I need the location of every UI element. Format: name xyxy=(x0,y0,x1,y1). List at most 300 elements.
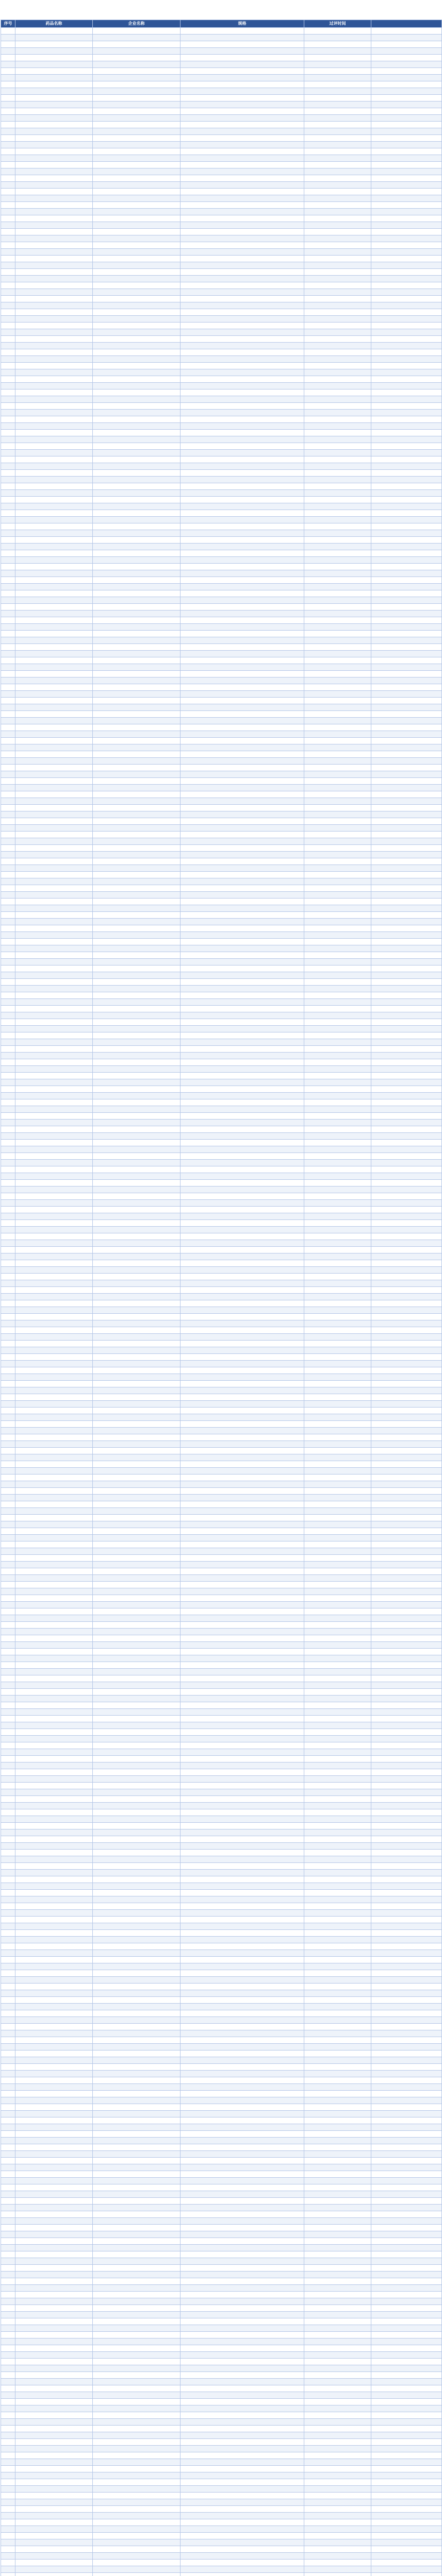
table-cell xyxy=(181,2533,304,2539)
table-cell xyxy=(1,1535,15,1541)
table-cell xyxy=(1,510,15,517)
table-row xyxy=(1,142,442,148)
table-cell xyxy=(181,2419,304,2426)
table-cell xyxy=(15,2064,93,2071)
table-cell xyxy=(304,1843,371,1850)
table-cell xyxy=(304,309,371,316)
table-cell xyxy=(93,832,181,838)
table-row xyxy=(1,2312,442,2318)
table-row xyxy=(1,1073,442,1079)
table-cell xyxy=(181,2198,304,2205)
table-cell xyxy=(181,2171,304,2178)
table-cell xyxy=(1,731,15,738)
table-cell xyxy=(93,1535,181,1541)
table-cell xyxy=(304,1608,371,1615)
table-cell xyxy=(93,1454,181,1461)
table-cell xyxy=(93,1669,181,1675)
table-row xyxy=(1,235,442,242)
table-row xyxy=(1,1106,442,1113)
table-cell xyxy=(15,1876,93,1883)
table-cell xyxy=(1,905,15,912)
table-cell xyxy=(371,1240,442,1247)
table-cell xyxy=(1,195,15,202)
table-row xyxy=(1,1508,442,1515)
table-row xyxy=(1,376,442,383)
table-cell xyxy=(304,2030,371,2037)
table-row xyxy=(1,416,442,423)
table-cell xyxy=(15,470,93,477)
table-cell xyxy=(93,1575,181,1582)
table-cell xyxy=(15,2091,93,2097)
table-cell xyxy=(93,1274,181,1280)
table-cell xyxy=(1,215,15,222)
table-cell xyxy=(93,108,181,115)
table-cell xyxy=(371,604,442,611)
table-cell xyxy=(371,905,442,912)
table-row xyxy=(1,698,442,704)
table-cell xyxy=(15,1883,93,1890)
table-cell xyxy=(304,1327,371,1334)
table-cell xyxy=(15,2231,93,2238)
table-cell xyxy=(15,999,93,1006)
table-cell xyxy=(371,1850,442,1856)
table-cell xyxy=(15,2084,93,2091)
table-cell xyxy=(1,664,15,671)
table-cell xyxy=(15,336,93,343)
table-cell xyxy=(15,256,93,262)
table-cell xyxy=(304,1166,371,1173)
table-cell xyxy=(371,1019,442,1026)
table-cell xyxy=(15,1361,93,1367)
table-cell xyxy=(15,1253,93,1260)
table-cell xyxy=(304,2466,371,2472)
table-cell xyxy=(15,122,93,128)
table-cell xyxy=(93,2432,181,2439)
table-cell xyxy=(15,798,93,805)
table-cell xyxy=(93,2272,181,2278)
table-cell xyxy=(304,992,371,999)
table-cell xyxy=(15,2486,93,2493)
table-cell xyxy=(304,698,371,704)
table-cell xyxy=(93,1629,181,1635)
table-cell xyxy=(15,1227,93,1233)
table-cell xyxy=(15,1314,93,1320)
table-cell xyxy=(93,945,181,952)
table-cell xyxy=(93,389,181,396)
table-row xyxy=(1,1361,442,1367)
table-cell xyxy=(371,2526,442,2533)
table-row xyxy=(1,1146,442,1153)
table-cell xyxy=(371,28,442,35)
table-cell xyxy=(15,1568,93,1575)
table-cell xyxy=(1,1903,15,1910)
table-cell xyxy=(304,1575,371,1582)
table-cell xyxy=(93,2345,181,2352)
table-cell xyxy=(371,711,442,718)
table-cell xyxy=(304,925,371,932)
table-cell xyxy=(304,771,371,778)
table-cell xyxy=(15,1682,93,1689)
table-row xyxy=(1,1850,442,1856)
table-cell xyxy=(371,1923,442,1930)
table-cell xyxy=(181,1240,304,1247)
table-cell xyxy=(181,2164,304,2171)
table-row xyxy=(1,1588,442,1595)
table-cell xyxy=(181,329,304,336)
table-cell xyxy=(304,2546,371,2553)
table-cell xyxy=(15,456,93,463)
table-cell xyxy=(181,2439,304,2446)
table-cell xyxy=(15,637,93,644)
table-cell xyxy=(15,316,93,323)
table-cell xyxy=(371,1387,442,1394)
table-cell xyxy=(304,631,371,637)
table-cell xyxy=(371,1856,442,1863)
table-cell xyxy=(93,1863,181,1870)
table-row xyxy=(1,1762,442,1769)
table-cell xyxy=(93,2452,181,2459)
table-cell xyxy=(304,758,371,765)
table-cell xyxy=(181,1280,304,1287)
table-cell xyxy=(181,1294,304,1300)
table-cell xyxy=(1,1133,15,1140)
table-cell xyxy=(304,711,371,718)
table-cell xyxy=(15,912,93,919)
table-cell xyxy=(181,2144,304,2151)
table-cell xyxy=(1,584,15,590)
table-cell xyxy=(1,1716,15,1722)
table-cell xyxy=(93,1977,181,1984)
table-row xyxy=(1,1729,442,1736)
table-cell xyxy=(1,744,15,751)
table-cell xyxy=(304,122,371,128)
table-cell xyxy=(304,1495,371,1501)
table-cell xyxy=(371,1481,442,1488)
table-cell xyxy=(1,1247,15,1253)
table-cell xyxy=(93,805,181,811)
table-cell xyxy=(371,215,442,222)
table-cell xyxy=(15,1079,93,1086)
table-cell xyxy=(181,1535,304,1541)
table-cell xyxy=(181,2298,304,2305)
table-cell xyxy=(181,2084,304,2091)
table-cell xyxy=(15,1937,93,1943)
table-cell xyxy=(181,1548,304,1555)
table-cell xyxy=(15,1689,93,1696)
table-cell xyxy=(371,1756,442,1762)
table-cell xyxy=(181,872,304,878)
table-cell xyxy=(15,1012,93,1019)
table-cell xyxy=(1,2546,15,2553)
table-row xyxy=(1,2486,442,2493)
table-cell xyxy=(181,269,304,276)
table-cell xyxy=(181,41,304,48)
table-cell xyxy=(1,825,15,832)
table-cell xyxy=(15,48,93,55)
table-cell xyxy=(1,2231,15,2238)
table-row xyxy=(1,1890,442,1896)
table-row xyxy=(1,631,442,637)
table-row xyxy=(1,1260,442,1267)
table-cell xyxy=(1,95,15,101)
table-cell xyxy=(1,2171,15,2178)
table-row xyxy=(1,329,442,336)
table-cell xyxy=(15,611,93,617)
table-cell xyxy=(304,1180,371,1187)
table-cell xyxy=(1,1742,15,1749)
table-row xyxy=(1,1950,442,1957)
table-cell xyxy=(1,2251,15,2258)
table-row xyxy=(1,2091,442,2097)
table-cell xyxy=(93,1334,181,1341)
table-cell xyxy=(304,1970,371,1977)
table-cell xyxy=(371,2372,442,2379)
table-cell xyxy=(304,1341,371,1347)
table-cell xyxy=(1,209,15,215)
table-cell xyxy=(1,1032,15,1039)
table-cell xyxy=(93,2539,181,2546)
table-cell xyxy=(181,2566,304,2573)
table-cell xyxy=(93,1997,181,2004)
table-cell xyxy=(93,1675,181,1682)
table-cell xyxy=(15,2292,93,2298)
table-cell xyxy=(1,1019,15,1026)
table-cell xyxy=(371,1943,442,1950)
table-cell xyxy=(181,1555,304,1562)
table-cell xyxy=(304,1917,371,1923)
table-cell xyxy=(181,1521,304,1528)
table-cell xyxy=(93,436,181,443)
table-cell xyxy=(304,744,371,751)
table-cell xyxy=(304,2298,371,2305)
table-cell xyxy=(15,979,93,986)
table-cell xyxy=(93,744,181,751)
table-cell xyxy=(93,979,181,986)
table-cell xyxy=(181,852,304,858)
table-cell xyxy=(181,2546,304,2553)
table-row xyxy=(1,88,442,95)
table-row xyxy=(1,2459,442,2466)
table-cell xyxy=(371,2452,442,2459)
table-cell xyxy=(181,611,304,617)
table-cell xyxy=(1,2352,15,2359)
table-cell xyxy=(1,1053,15,1059)
table-cell xyxy=(304,1508,371,1515)
table-cell xyxy=(1,1917,15,1923)
table-cell xyxy=(304,1896,371,1903)
table-cell xyxy=(15,1019,93,1026)
table-cell xyxy=(1,148,15,155)
table-row xyxy=(1,1428,442,1434)
table-row xyxy=(1,577,442,584)
table-cell xyxy=(371,2231,442,2238)
table-cell xyxy=(93,2499,181,2506)
table-row xyxy=(1,1555,442,1562)
table-row xyxy=(1,2231,442,2238)
table-cell xyxy=(1,1809,15,1816)
table-cell xyxy=(371,691,442,698)
table-cell xyxy=(181,965,304,972)
table-cell xyxy=(93,1140,181,1146)
table-cell xyxy=(93,101,181,108)
table-row xyxy=(1,1883,442,1890)
table-row xyxy=(1,162,442,168)
table-row xyxy=(1,1367,442,1374)
table-cell xyxy=(93,1300,181,1307)
table-cell xyxy=(1,1642,15,1649)
table-cell xyxy=(93,2044,181,2050)
table-cell xyxy=(181,617,304,624)
table-cell xyxy=(371,1341,442,1347)
table-cell xyxy=(304,2452,371,2459)
table-cell xyxy=(304,1227,371,1233)
table-cell xyxy=(371,1870,442,1876)
table-cell xyxy=(304,2493,371,2499)
table-cell xyxy=(181,1220,304,1227)
table-cell xyxy=(371,1816,442,1823)
table-cell xyxy=(15,691,93,698)
table-cell xyxy=(304,1709,371,1716)
table-cell xyxy=(1,142,15,148)
table-cell xyxy=(15,657,93,664)
table-cell xyxy=(304,2071,371,2077)
table-row xyxy=(1,564,442,570)
table-cell xyxy=(1,128,15,135)
table-cell xyxy=(304,302,371,309)
table-cell xyxy=(93,1709,181,1716)
table-cell xyxy=(93,992,181,999)
table-cell xyxy=(93,1059,181,1066)
table-row xyxy=(1,992,442,999)
table-cell xyxy=(93,28,181,35)
table-cell xyxy=(1,383,15,389)
table-row xyxy=(1,108,442,115)
table-cell xyxy=(15,1207,93,1213)
table-cell xyxy=(1,691,15,698)
table-row xyxy=(1,2466,442,2472)
table-cell xyxy=(93,785,181,791)
table-row xyxy=(1,965,442,972)
table-cell xyxy=(1,1039,15,1046)
table-cell xyxy=(1,1749,15,1756)
table-cell xyxy=(1,1213,15,1220)
table-cell xyxy=(93,778,181,785)
table-cell xyxy=(93,691,181,698)
table-cell xyxy=(15,249,93,256)
table-cell xyxy=(93,2332,181,2338)
table-row xyxy=(1,825,442,832)
table-row xyxy=(1,168,442,175)
table-cell xyxy=(15,724,93,731)
table-cell xyxy=(1,1314,15,1320)
table-cell xyxy=(93,2553,181,2560)
table-cell xyxy=(15,115,93,122)
table-cell xyxy=(371,2459,442,2466)
table-cell xyxy=(93,1280,181,1287)
table-cell xyxy=(371,1408,442,1414)
table-cell xyxy=(93,470,181,477)
table-cell xyxy=(304,2158,371,2164)
table-row xyxy=(1,2278,442,2285)
table-row xyxy=(1,389,442,396)
table-cell xyxy=(15,436,93,443)
table-cell xyxy=(93,1796,181,1803)
table-cell xyxy=(15,1434,93,1441)
table-cell xyxy=(181,1099,304,1106)
table-cell xyxy=(181,1260,304,1267)
table-cell xyxy=(93,1153,181,1160)
table-cell xyxy=(304,1595,371,1602)
table-cell xyxy=(304,691,371,698)
table-cell xyxy=(15,356,93,363)
table-cell xyxy=(93,1729,181,1736)
table-cell xyxy=(304,2365,371,2372)
table-cell xyxy=(1,1950,15,1957)
table-cell xyxy=(371,1642,442,1649)
table-cell xyxy=(371,503,442,510)
table-cell xyxy=(371,1890,442,1896)
table-cell xyxy=(304,1642,371,1649)
table-cell xyxy=(304,2097,371,2104)
table-cell xyxy=(1,282,15,289)
table-row xyxy=(1,68,442,75)
table-cell xyxy=(1,2245,15,2251)
table-row xyxy=(1,1227,442,1233)
table-cell xyxy=(181,1113,304,1120)
table-cell xyxy=(304,1789,371,1796)
table-cell xyxy=(93,1381,181,1387)
table-cell xyxy=(1,979,15,986)
table-row xyxy=(1,1635,442,1642)
table-cell xyxy=(15,1475,93,1481)
table-cell xyxy=(371,456,442,463)
table-cell xyxy=(1,1387,15,1394)
table-cell xyxy=(93,1394,181,1401)
table-cell xyxy=(1,1428,15,1434)
table-cell xyxy=(181,1843,304,1850)
table-cell xyxy=(1,1260,15,1267)
table-cell xyxy=(1,564,15,570)
table-cell xyxy=(304,2104,371,2111)
table-cell xyxy=(371,302,442,309)
table-cell xyxy=(371,1749,442,1756)
table-row xyxy=(1,2225,442,2231)
table-cell xyxy=(371,544,442,550)
table-cell xyxy=(181,2050,304,2057)
table-cell xyxy=(15,885,93,892)
table-cell xyxy=(181,343,304,349)
table-row xyxy=(1,919,442,925)
table-cell xyxy=(93,396,181,403)
table-cell xyxy=(304,2472,371,2479)
table-cell xyxy=(181,2218,304,2225)
table-cell xyxy=(93,309,181,316)
table-cell xyxy=(93,296,181,302)
table-cell xyxy=(15,785,93,791)
table-cell xyxy=(304,1140,371,1146)
table-row xyxy=(1,2017,442,2024)
table-cell xyxy=(304,2285,371,2292)
table-cell xyxy=(93,865,181,872)
table-row xyxy=(1,383,442,389)
table-row xyxy=(1,2211,442,2218)
table-cell xyxy=(93,711,181,718)
table-cell xyxy=(1,2017,15,2024)
table-cell xyxy=(1,1629,15,1635)
table-cell xyxy=(181,2131,304,2138)
table-cell xyxy=(93,256,181,262)
table-row xyxy=(1,1120,442,1126)
